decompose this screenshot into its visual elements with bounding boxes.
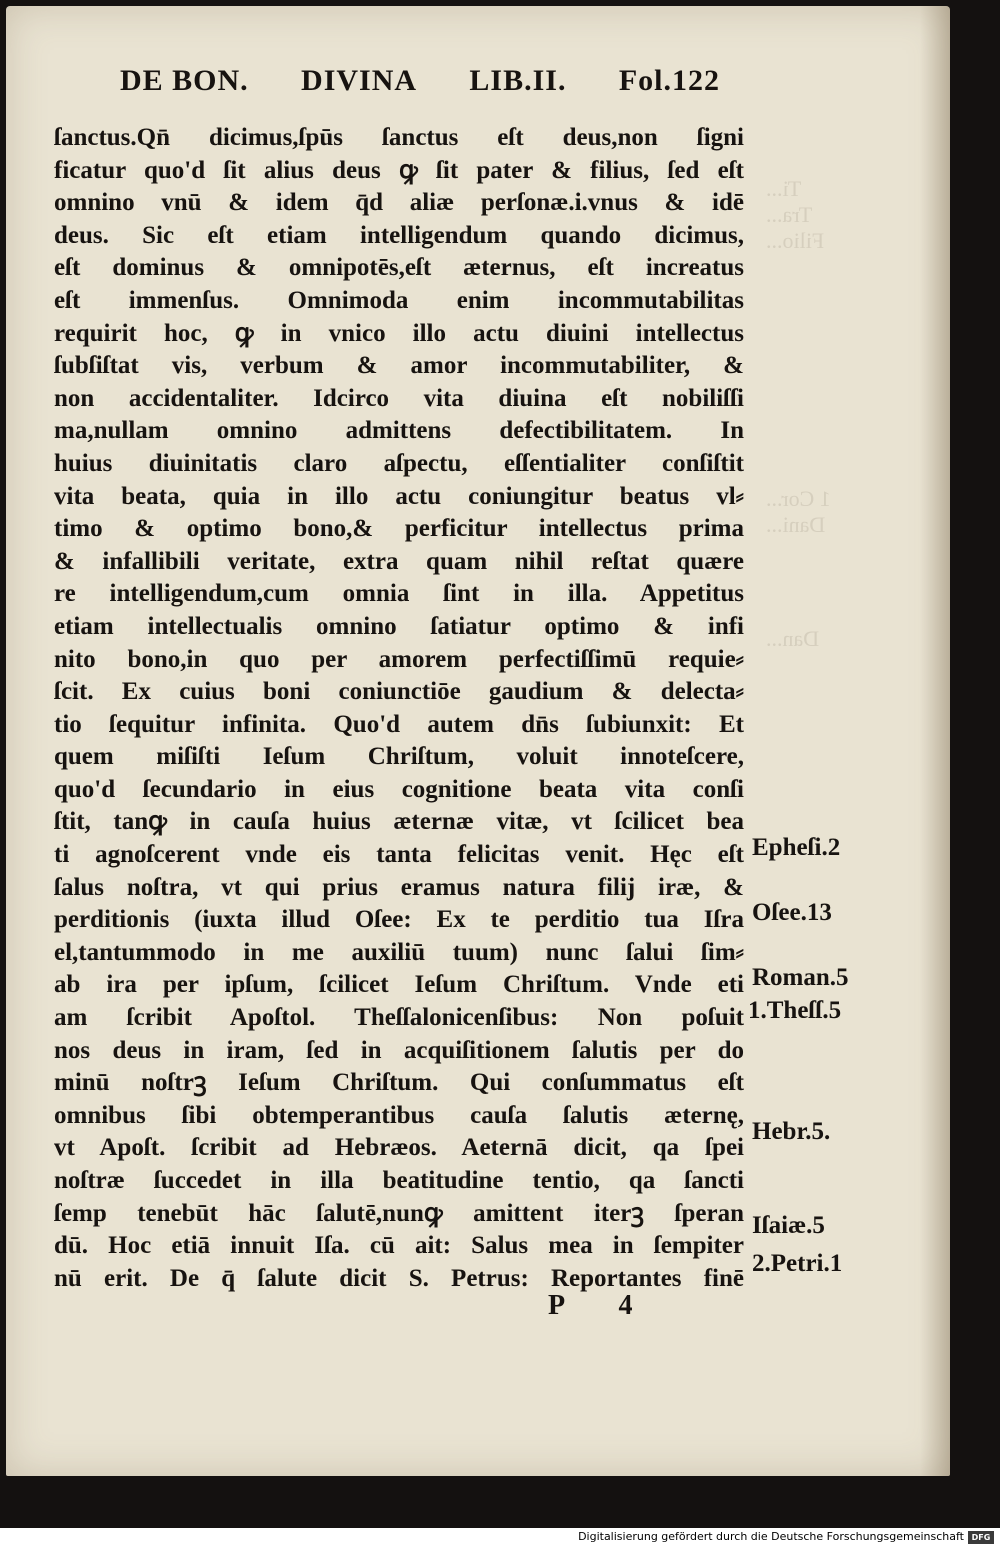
margin-note-hebrews: Hebr.5. (752, 1118, 831, 1145)
margin-note-romans: Roman.5 (752, 964, 849, 991)
text-line: omnino vnū & idem q̄d aliæ perſonæ.i.vnus & idē (54, 189, 744, 217)
text-line: re intelligendum,cum omnia ſint in illa. Appetitus (54, 580, 744, 608)
text-line: nos deus in iram, ſed in acquiſitionem ſalutis per do (54, 1036, 744, 1064)
text-line: ficatur quo'd ſit alius deus ꝙ ſit pater & filius, ſed eſt (54, 156, 744, 184)
text-line: non accidentaliter. Idcirco vita diuina eſt nobiliſſi (54, 384, 744, 412)
text-line: timo & optimo bono,& perficitur intellectus prima (54, 515, 744, 543)
text-line: eſt immenſus. Omnimoda enim incommutabilitas (54, 286, 744, 314)
margin-note-thessalonians: 1.Theſſ.5 (748, 997, 842, 1024)
main-text-block (54, 122, 744, 1295)
margin-note-isaiah: Iſaiæ.5 (752, 1212, 825, 1239)
margin-note-ephesians: Epheſi.2 (752, 834, 841, 861)
text-line: nū erit. De q̄ ſalute dicit S. Petrus: Reportantes finē (54, 1264, 744, 1292)
show-through-text: Dan... (766, 626, 820, 651)
text-line: vt Apoſt. ſcribit ad Hebræos. Aeternā dicit, qa ſpei (54, 1134, 744, 1162)
text-line: quo'd ſecundario in eius cognitione beata vita conſi (54, 775, 744, 803)
text-line: am ſcribit Apoſtol. Theſſalonicenſibus: Non poſuit (54, 1004, 744, 1032)
text-line: requirit hoc, ꝙ in vnico illo actu diuini intellectus (54, 319, 744, 347)
text-line: ſanctus.Qn̄ dicimus,ſpūs ſanctus eſt deus,non ſigni (54, 124, 744, 151)
text-line: eſt dominus & omnipotēs,eſt æternus, eſt increatus (54, 254, 744, 282)
dfg-logo: DFG (968, 1531, 994, 1544)
text-line: deus. Sic eſt etiam intelligendum quando dicimus, (54, 221, 744, 249)
text-line: noſtræ ſuccedet in illa beatitudine tentio, qa ſancti (54, 1167, 744, 1194)
footer-credit: Digitalisierung gefördert durch die Deutsche Forschungsgemeinschaft (578, 1530, 964, 1543)
text-line: tio ſequitur infinita. Quo'd autem dn̄s ſubiunxit: Et (54, 710, 744, 738)
text-line: ma,nullam omnino admittens defectibilitatem. In (54, 417, 744, 445)
text-line: perditionis (iuxta illud Oſee: Ex te perditio tua Iſra (54, 906, 744, 934)
text-line: etiam intellectualis omnino ſatiatur optimo & infi (54, 612, 744, 640)
text-line: ſemp tenebūt hāc ſalutē,nunꝙ amittent iterꝫ ſperan (54, 1199, 744, 1227)
folio-number: Fol.122 (618, 64, 720, 97)
text-line: omnibus ſibi obtemperantibus cauſa ſalutis æternę, (54, 1101, 744, 1129)
text-line: nito bono,in quo per amorem perfectiſſimū requie⸗ (54, 645, 744, 673)
running-head-center: DIVINA (301, 64, 418, 97)
text-line: ab ira per ipſum, ſcilicet Ieſum Chriſtum. Vnde eti (54, 971, 744, 999)
show-through-text: Ti... Tra... Filio... (766, 176, 825, 253)
text-line: el,tantummodo in me auxiliū tuum) nunc ſalui ſim⸗ (54, 938, 744, 966)
show-through-text: 1 Cor... Dani... (766, 486, 831, 537)
text-line: vita beata, quia in illo actu coniungitur beatus vl⸗ (54, 482, 744, 510)
text-line: & infallibili veritate, extra quam nihil reſtat quære (54, 547, 744, 575)
running-head-left: DE BON. (120, 64, 249, 97)
text-line: ſcit. Ex cuius boni coniunctiōe gaudium & delecta⸗ (54, 678, 744, 706)
running-head (120, 64, 720, 108)
text-line: ti agnoſcerent vnde eis tanta felicitas venit. Hęc eſt (54, 841, 744, 869)
text-line: huius diuinitatis claro aſpectu, eſſentialiter conſiſtit (54, 449, 744, 477)
text-line: ſalus noſtra, vt qui prius eramus natura filij iræ, & (54, 873, 744, 901)
text-line: minū noſtrꝫ Ieſum Chriſtum. Qui conſummatus eſt (54, 1069, 744, 1097)
signature-mark: P 4 (548, 1290, 657, 1321)
text-line: dū. Hoc etiā innuit Iſa. cū ait: Salus mea in ſempiter (54, 1232, 744, 1260)
text-line: ſtit, tanꝙ in cauſa huius æternæ vitæ, vt ſcilicet bea (54, 808, 744, 836)
running-head-right: LIB.II. (469, 64, 567, 97)
margin-note-peter: 2.Petri.1 (752, 1250, 843, 1277)
text-line: ſubſiſtat vis, verbum & amor incommutabiliter, & (54, 352, 744, 380)
text-line: quem miſiſti Ieſum Chriſtum, voluit innoteſcere, (54, 743, 744, 771)
margin-note-hosea: Oſee.13 (752, 899, 832, 926)
footer-strip (0, 1528, 1000, 1548)
